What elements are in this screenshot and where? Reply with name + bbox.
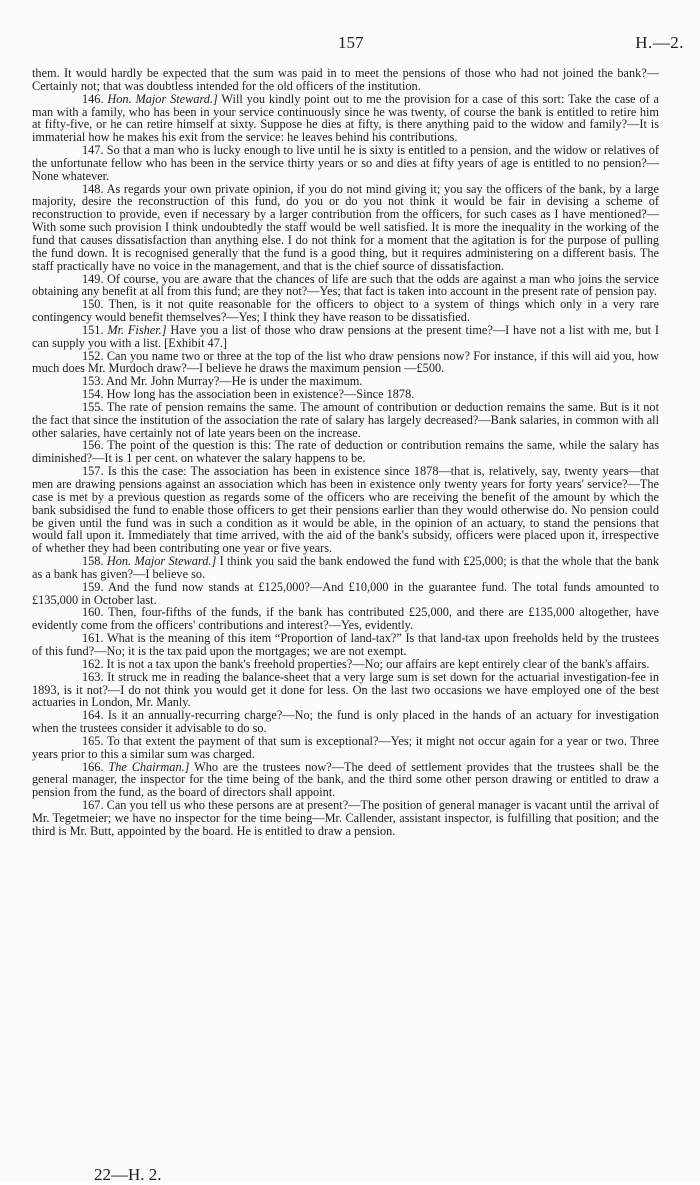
question-text: Have you a list of those who draw pensions at the present time?—I have not a list with me, but I can supply you with a list. [Exhibit 47.] [32,322,659,350]
question-number: 150. [82,297,104,312]
question-paragraph [32,632,659,658]
question-number: 155. [82,399,104,414]
question-number: 163. [82,669,104,684]
question-number: 146. [82,91,104,106]
document-reference: H.—2. [635,33,684,52]
question-text: Is this the case: The association has been in existence since 1878—that is, relatively, say, twenty years—that men are drawing pensions against an association which has been in existence only twenty years for forty years' service?—The case is met by a previous question as regards some of the officers who are receiving the benefit of the amount by which the bank subsidised the fund to enable those officers to get their pensions earlier than they would otherwise do. No pension could be given until the fund was in such a condition as it would be able, in the opinion of an actuary, to stand the pensions that would fall upon it. Immediately that time arrived, with the aid of the bank's subsidy, officers were placed upon it, irrespective of whether they had been contributing one year or five years. [32,464,660,556]
question-text: It is not a tax upon the bank's freehold properties?—No; our affairs are kept entirely clear of the bank's affairs. [106,656,650,671]
question-text: Can you tell us who these persons are at present?—The position of general manager is vacant until the arrival of Mr. Tegetmeier; we have no inspector for the time being—Mr. Callender, assistant inspector, is fulfilling that position; and the third is Mr. Butt, appointed by the board. He is entitled to draw a pension. [32,798,659,838]
question-paragraph [32,144,659,183]
speaker-label: Mr. Fisher.] [107,322,167,337]
question-paragraph [32,735,659,761]
question-number: 162. [82,656,104,671]
question-number: 157. [82,464,104,479]
question-paragraph [32,298,659,324]
question-number: 159. [82,579,104,594]
question-paragraph [32,93,659,144]
speaker-label: The Chairman.] [108,759,190,774]
question-number: 148. [82,181,104,196]
question-text: Will you kindly point out to me the provision for a case of this sort: Take the case of a man with a family, who has been in your service continuously since he was twenty, of course the bank is entitled to retire him at fifty-five, or he can retire himself at sixty. Suppose he dies at fifty, is there anything paid to the widow and family?—It is immaterial how he makes his exit from the service: he leaves behind his contributions. [32,91,659,145]
question-text: To that extent the payment of that sum is exceptional?—Yes; it might not occur again for a year or two. Three years prior to this a similar sum was charged. [32,733,659,761]
page-header [0,33,700,53]
question-text: Then, four-fifths of the funds, if the bank has contributed £25,000, and there are £135,000 altogether, have evidently come from the officers' contributions and interest?—Yes, evidently. [32,605,659,633]
question-number: 149. [82,271,104,286]
question-number: 154. [82,387,104,402]
question-paragraph [32,273,659,299]
speaker-label: Hon. Major Steward.] [107,91,218,106]
question-number: 151. [82,322,104,337]
question-text: The point of the question is this: The rate of deduction or contribution remains the same, while the salary has diminished?—It is 1 per cent. on whatever the salary happens to be. [32,438,659,466]
question-number: 156. [82,438,104,453]
question-paragraph [32,581,659,607]
question-paragraph [32,709,659,735]
question-text: Can you name two or three at the top of the list who draw pensions now? For instance, if this will aid you, how much does Mr. Murdoch draw?—I believe he draws the maximum pension —£500. [32,348,659,376]
question-text: So that a man who is lucky enough to live until he is sixty is entitled to a pension, and the widow or relatives of the unfortunate fellow who has been in the service thirty years or so and dies at fifty years of age is entitled to no pension?—None whatever. [32,143,659,183]
question-text: Of course, you are aware that the chances of life are such that the odds are against a man who joins the service obtaining any benefit at all from this fund; are they not?—Yes; that fact is taken into account in the present rate of pension pay. [32,271,659,299]
document-body [32,67,659,838]
question-number: 153. [82,374,104,389]
signature-mark: 22—H. 2. [94,1165,162,1184]
question-text: How long has the association been in existence?—Since 1878. [106,387,415,402]
question-paragraph [32,401,659,440]
question-paragraph [32,671,659,710]
question-text: And the fund now stands at £125,000?—And £10,000 in the guarantee fund. The total funds amounted to £135,000 in October last. [32,579,659,607]
question-text: The rate of pension remains the same. The amount of contribution or deduction remains the same. But is it not the fact that since the institution of the association the rate of salary has largely decreased?—Bank salaries, in common with all other salaries, have certainly not of late years been on the increase. [32,399,659,440]
question-paragraph [32,761,659,800]
question-text: I think you said the bank endowed the fund with £25,000; is that the whole that the bank as a bank has given?—I believe so. [32,554,660,581]
question-text: Who are the trustees now?—The deed of settlement provides that the trustees shall be the general manager, the inspector for the time being of the bank, and the third some other person drawing or entitled to draw a pension from the fund, as the board of directors shall appoint. [32,759,660,800]
question-number: 161. [82,631,104,646]
question-number: 147. [82,143,104,158]
question-number: 166. [82,759,104,774]
question-number: 158. [82,554,104,569]
question-paragraph [32,324,659,350]
question-paragraph [32,465,659,555]
question-text: What is the meaning of this item “Proportion of land-tax?” Is that land-tax upon freeholds held by the trustees of this fund?—No; it is the tax paid upon the mortgages; we are not exempt. [32,631,659,658]
question-number: 160. [82,605,104,620]
question-number: 164. [82,708,104,723]
question-text: It struck me in reading the balance-sheet that a very large sum is set down for the actuarial investigation-fee in 1893, is it not?—I do not think you would get it done for less. On the last two occasions we have employed one of the best actuaries in London, Mr. Manly. [32,669,659,710]
question-text: And Mr. John Murray?—He is under the maximum. [105,374,363,389]
intro-paragraph: them. It would hardly be expected that the sum was paid in to meet the pensions of those who had not joined the bank?—Certainly not; that was doubtless intended for the old officers of the institution. [32,66,659,93]
question-paragraph [32,555,659,581]
question-paragraph [32,606,659,632]
question-paragraph [32,799,659,838]
question-text: Is it an annually-recurring charge?—No; the fund is only placed in the hands of an actuary for investigation when the trustees consider it advisable to do so. [32,708,659,736]
question-paragraph [32,350,659,376]
question-number: 167. [82,798,104,813]
question-number: 152. [82,348,104,363]
question-text: Then, is it not quite reasonable for the officers to object to a system of things which only in a very rare contingency would benefit themselves?—Yes; I think they have reason to be dissatisfied. [32,297,659,325]
question-number: 165. [82,733,104,748]
question-paragraph [32,439,659,465]
speaker-label: Hon. Major Steward.] [106,554,217,569]
question-text: As regards your own private opinion, if you do not mind giving it; you say the officers of the bank, by a large majority, desire the reconstruction of this fund, do you or do you not think it would be fair in devising a scheme of reconstruction to provide, even if necessary by a larger contribution from the officers, for such cases as I have mentioned?—With some such provision I think undoubtedly the staff would be well satisfied. It is more the inequality in the working of the fund that causes dissatisfaction than anything else. I do not think for a moment that the agitation is for the purpose of pulling the fund down. It is recognised generally that the fund is a good thing, but it requires administering on a different basis. The staff practically have no voice in the management, and that is the chief source of dissatisfaction. [32,181,659,273]
question-paragraph [32,183,659,273]
page-number: 157 [338,33,364,52]
